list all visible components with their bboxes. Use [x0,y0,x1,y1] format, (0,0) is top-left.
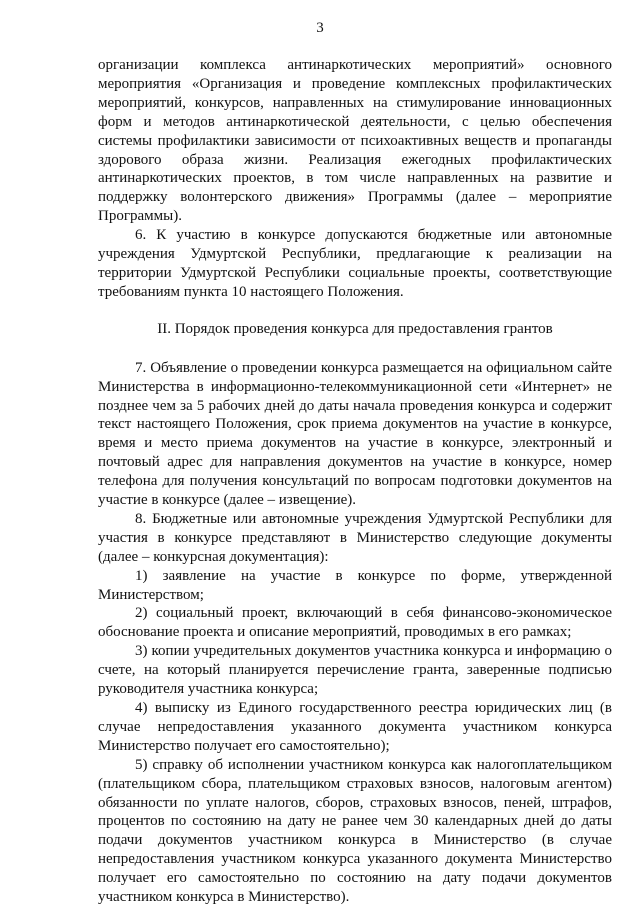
section-heading: II. Порядок проведения конкурса для предоставления грантов [157,320,553,337]
list-item-4: 4) выписку из Единого государственного реестра юридических лиц (в случае непредоставления указанного документа участником конкурса Министерство получает его самостоятельно); [98,700,612,754]
page-number: 3 [316,20,324,36]
list-item-1: 1) заявление на участие в конкурсе по форме, утвержденной Министерством; [98,567,612,603]
paragraph-item-8: 8. Бюджетные или автономные учреждения Удмуртской Республики для участия в конкурсе представляют в Министерство следующие документы (далее – конкурсная документация): [98,510,612,565]
list-item-3: 3) копии учредительных документов участника конкурса и информацию о счете, на который планируется перечисление гранта, заверенные подписью руководителя участника конкурса; [98,643,612,698]
paragraph-continuation: организации комплекса антинаркотических мероприятий» основного мероприятия «Организация и проведение комплексных профилактических мероприятий, конкурсов, направленных на стимулирование инновационных форм и методов антинаркотической деятельности, с целью обеспечения системы профилактики зависимости от психоактивных веществ и пропаганды здорового образа жизни. Реализация ежегодных профилактических антинаркотических проектов, в том числе направленных на развитие и поддержку волонтерского движения» Программы (далее – мероприятие Программы). [98,57,612,225]
document-body [98,56,612,907]
list-item-2: 2) социальный проект, включающий в себя финансово-экономическое обоснование проекта и описание мероприятий, проводимых в его рамках; [98,605,612,641]
paragraph-item-6: 6. К участию в конкурсе допускаются бюджетные или автономные учреждения Удмуртской Республики, предлагающие к реализации на территории Удмуртской Республики социальные проекты, соответствующие требованиям пункта 10 настоящего Положения. [98,227,612,300]
list-item-5: 5) справку об исполнении участником конкурса как налогоплательщиком (плательщиком сбора, плательщиком страховых взносов, налоговым агентом) обязанности по уплате налогов, сборов, страховых взносов, пеней, штрафов, процентов по состоянию на дату не ранее чем 30 календарных дней до даты подачи документов участником конкурса в Министерство (в случае непредоставления участником конкурса указанного документа Министерство получает его самостоятельно по состоянию на дату подачи документов участником конкурса в Министерство). [98,756,612,906]
paragraph-item-7: 7. Объявление о проведении конкурса размещается на официальном сайте Министерства в информационно-телекоммуникационной сети «Интернет» не позднее чем за 5 рабочих дней до даты начала проведения конкурса и содержит текст настоящего Положения, срок приема документов на участие в конкурсе, время и место приема документов на участие в конкурсе, электронный и почтовый адрес для направления документов на участие в конкурсе, номер телефона для получения консультаций по вопросам подготовки документов на участие в конкурсе (далее – извещение). [98,359,612,509]
